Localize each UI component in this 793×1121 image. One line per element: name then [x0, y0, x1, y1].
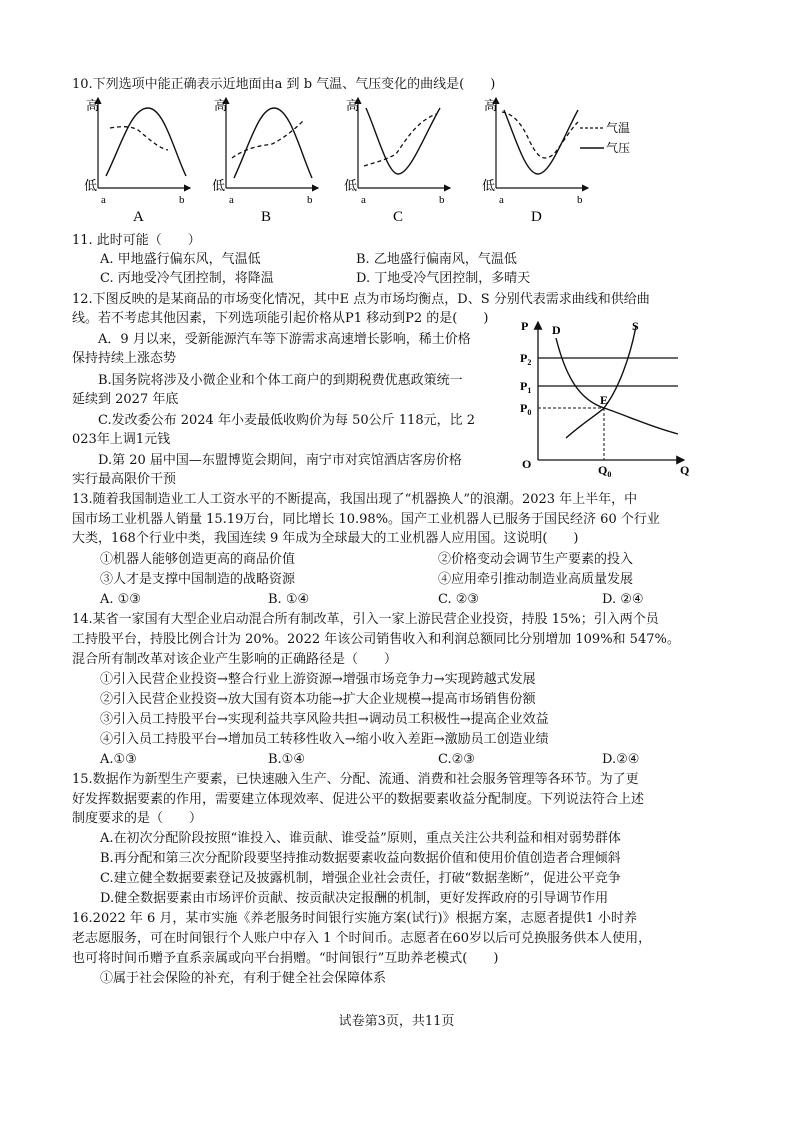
graph-b-a: a: [229, 194, 234, 206]
graph-d-high: 高: [484, 98, 498, 113]
q13-option-c: C. ②③: [438, 592, 480, 607]
graph-c-a: a: [361, 194, 366, 206]
q11-option-b: B. 乙地盛行偏南风，气温低: [356, 252, 517, 267]
page-footer: 试卷第3页，共11页: [338, 1014, 455, 1029]
q14-line-2: 工持股平台，持股比例合计为 20%。2022 年该公司销售收入和利润总额同比分别增加 109%和 547%。: [72, 632, 680, 647]
graph-a: [84, 98, 190, 225]
q10-stem: 10.下列选项中能正确表示近地面由a 到 b 气温、气压变化的曲线是( ): [72, 77, 496, 92]
q16-line-2: 老志愿服务，可在时间银行个人账户中存入 1 个时间币。志愿者在60岁以后可兑换服务供本人使用，: [72, 931, 652, 946]
graph-c-label: C: [393, 209, 404, 225]
q14-option-d: D.②④: [602, 752, 640, 767]
graph-a-b: b: [179, 194, 185, 206]
label-p1-sub: 1: [527, 386, 532, 395]
q13-line-3: 大类，168个行业中类，我国连续 9 年成为全球最大的工业机器人应用国。这说明( ): [72, 531, 579, 546]
graph-d-low: 低: [482, 178, 496, 193]
q13-item-2: ②价格变动会调节生产要素的投入: [438, 552, 634, 567]
q13-option-b: B. ①④: [268, 592, 310, 607]
graph-c-b: b: [439, 194, 445, 206]
label-p1: P: [520, 379, 528, 393]
graph-c-low: 低: [344, 178, 358, 193]
svg-text:P2: [520, 351, 531, 367]
q13-item-3: ③人才是支撑中国制造的战略资源: [100, 572, 296, 587]
q15-option-a: A.在初次分配阶段按照“谁投入、谁贡献、谁受益”原则，重点关注公共利益和相对弱势群体: [100, 831, 621, 846]
graph-a-label: A: [133, 209, 144, 225]
q12-option-d-1: D.第 20 届中国—东盟博览会期间，南宁市对宾馆酒店客房价格: [98, 453, 462, 468]
q16-item-1: ①属于社会保险的补充，有利于健全社会保障体系: [100, 971, 387, 986]
svg-text:P1: [520, 379, 531, 395]
graph-d-a: a: [499, 194, 504, 206]
label-origin: O: [522, 457, 532, 471]
label-e: E: [600, 393, 609, 407]
q13-option-a: A. ①③: [100, 592, 141, 607]
graph-c-high: 高: [346, 98, 360, 113]
label-p2: P: [520, 351, 528, 365]
svg-text:P0: [520, 401, 531, 417]
graph-b: [212, 98, 318, 225]
q11-option-d: D. 丁地受冷气团控制，多晴天: [356, 271, 531, 286]
q15-line-3: 制度要求的是（ ）: [72, 811, 203, 826]
graph-a-a: a: [101, 194, 106, 206]
q14-option-c: C.②③: [438, 752, 475, 767]
graph-b-label: B: [261, 209, 272, 225]
q12-option-b-1: B.国务院将涉及小微企业和个体工商户的到期税费优惠政策统一: [98, 373, 463, 388]
graph-d-b: b: [577, 194, 583, 206]
label-q0: Q: [598, 463, 608, 477]
q14-item-3: ③引入员工持股平台→实现利益共享风险共担→调动员工积极性→提高企业效益: [100, 712, 549, 727]
q14-line-3: 混合所有制改革对该企业产生影响的正确路径是（ ）: [72, 652, 398, 667]
q12-option-b-2: 延续到 2027 年底: [72, 392, 179, 407]
q12-option-c-2: 023年上调1元钱: [72, 432, 171, 447]
q14-option-a: A.①③: [100, 752, 137, 767]
label-p0: P: [520, 401, 528, 415]
graph-b-b: b: [307, 194, 313, 206]
graph-d: [482, 98, 588, 225]
graph-c: [344, 98, 450, 225]
q14-item-1: ①引入民营企业投资→整合行业上游资源→增强市场竞争力→实现跨越式发展: [100, 672, 536, 687]
q11-option-a: A. 甲地盛行偏东风，气温低: [100, 252, 261, 267]
q12-option-c-1: C.发改委公布 2024 年小麦最低收购价为每 50公斤 118元，比 2: [98, 413, 475, 428]
graph-a-low: 低: [84, 178, 98, 193]
q12-option-d-2: 实行最高限价干预: [72, 472, 177, 487]
q15-line-1: 15.数据作为新型生产要素，已快速融入生产、分配、流通、消费和社会服务管理等各环节。为了更: [72, 772, 639, 787]
q14-line-1: 14.某省一家国有大型企业启动混合所有制改革，引入一家上游民营企业投资，持股 15%；引入两个员: [72, 612, 659, 627]
label-s: S: [632, 319, 639, 333]
legend: [580, 120, 630, 155]
q13-item-1: ①机器人能够创造更高的商品价值: [100, 552, 296, 567]
graph-b-low: 低: [212, 178, 226, 193]
q11-option-c: C. 丙地受冷气团控制，将降温: [100, 271, 274, 286]
q13-line-1: 13.随着我国制造业工人工资水平的不断提高，我国出现了“机器换人”的浪潮。2023 年上半年，中: [72, 492, 638, 507]
label-p0-sub: 0: [527, 408, 532, 417]
label-p2-sub: 2: [527, 358, 532, 367]
label-d: D: [552, 323, 561, 337]
supply-curve: [566, 326, 636, 438]
q14-option-b: B.①④: [268, 752, 305, 767]
label-p: P: [521, 319, 529, 333]
q12-stem-2: 线。若不考虑其他因素，下列选项能引起价格从P1 移动到P2 的是( ): [72, 311, 489, 326]
graph-b-high: 高: [214, 98, 228, 113]
q14-item-2: ②引入民营企业投资→放大国有资本功能→扩大企业规模→提高市场销售份额: [100, 692, 536, 707]
q15-option-d: D.健全数据要素由市场评价贡献、按贡献决定报酬的机制，更好发挥政府的引导调节作用: [100, 891, 609, 906]
label-q0-sub: 0: [607, 470, 612, 478]
svg-text:Q0: [598, 463, 611, 478]
q11-stem: 11. 此时可能（ ）: [72, 233, 201, 248]
q13-option-d: D. ②④: [602, 592, 644, 607]
q12-stem-1: 12.下图反映的是某商品的市场变化情况，其中E 点为市场均衡点，D、S 分别代表需求曲线和供给曲: [72, 292, 650, 307]
label-q: Q: [680, 463, 690, 477]
graph-d-label: D: [531, 209, 542, 225]
legend-pressure: 气压: [606, 141, 631, 155]
supply-demand-chart: [518, 318, 698, 478]
q16-line-1: 16.2022 年 6 月，某市实施《养老服务时间银行实施方案(试行)》根据方案，志愿者提供1 小时养: [72, 911, 637, 926]
q12-option-a-1: A．9 月以来，受新能源汽车等下游需求高速增长影响，稀土价格: [98, 332, 471, 347]
q15-option-b: B.再分配和第三次分配阶段要坚持推动数据要素收益向数据价值和使用价值创造者合理倾斜: [100, 851, 621, 866]
graph-a-high: 高: [86, 98, 100, 113]
q15-line-2: 好发挥数据要素的作用，需要建立体现效率、促进公平的数据要素收益分配制度。下列说法符合上述: [72, 792, 645, 807]
q13-item-4: ④应用牵引推动制造业高质量发展: [438, 572, 634, 587]
q14-item-4: ④引入员工持股平台→增加员工转移性收入→缩小收入差距→激励员工创造业绩: [100, 732, 549, 747]
q13-line-2: 国市场工业机器人销量 15.19万台，同比增长 10.98%。国产工业机器人已服务于国民经济 60 个行业: [72, 512, 660, 527]
q10-figure: [76, 96, 636, 226]
q16-line-3: 也可将时间币赠予直系亲属或向平台捐赠。“时间银行”互助养老模式( ): [72, 951, 499, 966]
q15-option-c: C.建立健全数据要素登记及披露机制，增强企业社会责任，打破“数据垄断”，促进公平竞争: [100, 871, 621, 886]
q12-option-a-2: 保持持续上涨态势: [72, 351, 177, 366]
legend-temp: 气温: [606, 121, 631, 135]
